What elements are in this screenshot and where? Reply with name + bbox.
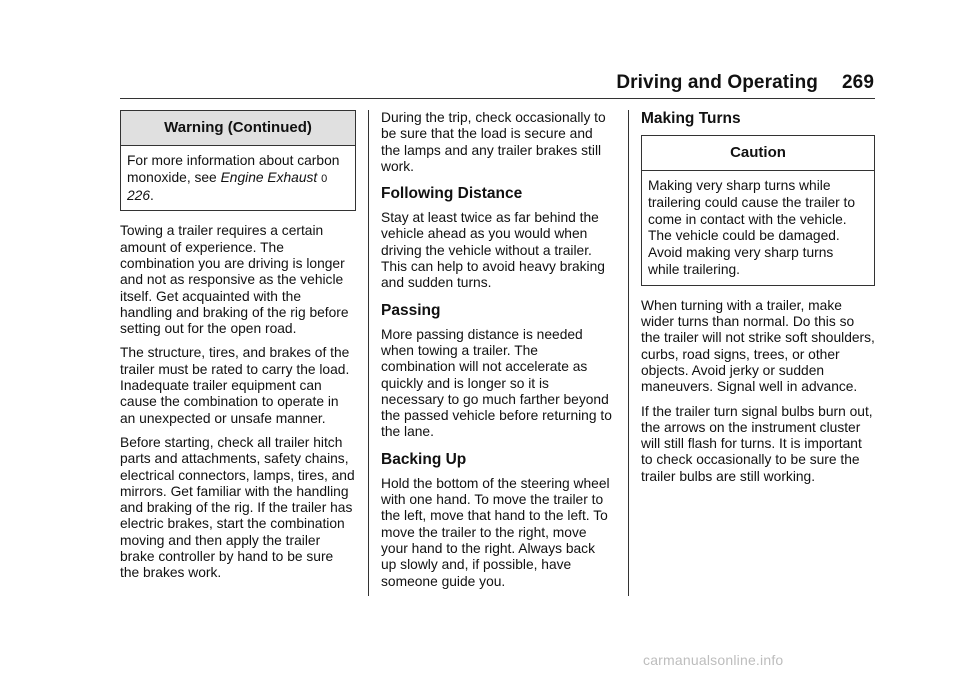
warning-body — [121, 146, 355, 210]
paragraph: Hold the bottom of the steering wheel with one hand. To move the trailer to the left, move that hand to the left. To move the trailer to the right, move your hand to the right. Always back up slowly and, if possible, have someone guide you. — [381, 475, 610, 589]
page-number: 269 — [841, 72, 874, 93]
column-3 — [641, 110, 875, 493]
column-divider-2 — [628, 110, 629, 596]
heading-passing: Passing — [381, 301, 441, 319]
warning-box — [120, 110, 356, 211]
caution-box — [641, 135, 875, 286]
section-title: Driving and Operating — [616, 72, 818, 93]
paragraph: Stay at least twice as far behind the vehicle ahead as you would when driving the vehicle without a trailer. This can help to avoid heavy braking and sudden turns. — [381, 210, 605, 291]
heading-following-distance: Following Distance — [381, 185, 523, 203]
page-ref-symbol: 0 — [321, 172, 328, 185]
column-divider-1 — [368, 110, 369, 596]
watermark: carmanualsonline.info — [643, 652, 784, 668]
paragraph: More passing distance is needed when towing a trailer. The combination will not accelerate as quickly and is longer so it is necessary to go much farther beyond the passed vehicle before returning to the lane. — [381, 326, 612, 440]
warning-text: For more information about carbon monoxide, see — [127, 153, 340, 185]
caution-title: Caution — [642, 136, 874, 171]
paragraph: During the trip, check occasionally to be sure that the load is secure and the lamps and any trailer brakes still work. — [381, 110, 606, 174]
caution-body: Making very sharp turns while trailering could cause the trailer to come in contact with the vehicle. The vehicle could be damaged. Avoid making very sharp turns while trailering. — [648, 178, 856, 277]
header-rule — [120, 98, 875, 99]
column-2 — [381, 110, 613, 598]
paragraph: If the trailer turn signal bulbs burn out, the arrows on the instrument cluster will still flash for turns. It is important to check occasionally to be sure the trailer bulbs are still working. — [641, 403, 873, 484]
warning-title: Warning (Continued) — [121, 111, 355, 146]
paragraph: The structure, tires, and brakes of the trailer must be rated to carry the load. Inadequate trailer equipment can cause the combination to operate in an unexpected or unsafe manner. — [120, 345, 350, 426]
paragraph: When turning with a trailer, make wider turns than normal. Do this so the trailer will not strike soft shoulders, curbs, road signs, trees, or other objects. Avoid jerky or sudden maneuvers. Signal well in advance. — [641, 297, 875, 395]
engine-exhaust-link[interactable]: Engine Exhaust — [220, 169, 318, 185]
warning-text-end: . — [150, 187, 154, 203]
heading-making-turns: Making Turns — [641, 110, 741, 127]
heading-backing-up: Backing Up — [381, 450, 467, 468]
page-header — [616, 72, 874, 94]
paragraph: Towing a trailer requires a certain amount of experience. The combination you are driving is longer and not as responsive as the vehicle itself. Get acquainted with the handling and braking of the rig before setting out for the open road. — [120, 223, 349, 337]
paragraph: Before starting, check all trailer hitch parts and attachments, safety chains, electrical connectors, lamps, tires, and mirrors. Get familiar with the handling and braking of the rig. If the trailer has electric brakes, start the combination moving and then apply the trailer brake controller by hand to be sure the brakes work. — [120, 434, 355, 581]
page-ref-number[interactable]: 226 — [127, 187, 151, 203]
column-1 — [120, 110, 356, 590]
